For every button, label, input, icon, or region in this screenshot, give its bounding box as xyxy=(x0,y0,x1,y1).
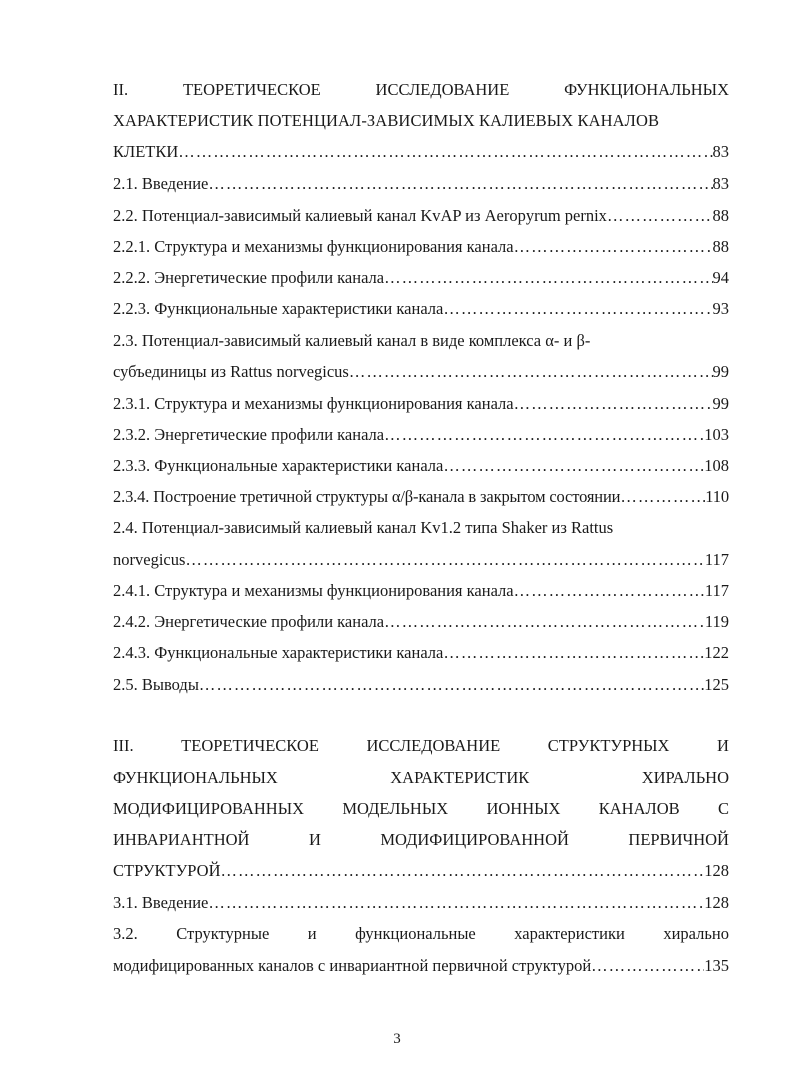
toc-page-number: 110 xyxy=(705,487,729,506)
toc-entry-title: СТРУКТУРОЙ xyxy=(113,861,221,880)
toc-entry[interactable] xyxy=(113,580,729,602)
toc-page-number: 88 xyxy=(712,237,729,256)
toc-entry[interactable] xyxy=(113,267,729,289)
heading-word: МОДИФИЦИРОВАННОЙ xyxy=(380,830,569,849)
dot-leader xyxy=(514,393,713,415)
toc-page-number: 94 xyxy=(712,268,729,287)
toc-entry[interactable] xyxy=(113,642,729,664)
toc-entry[interactable] xyxy=(113,455,729,477)
heading-word: ИССЛЕДОВАНИЕ xyxy=(375,80,510,99)
toc-page-number: 88 xyxy=(712,206,729,225)
toc-entry-title: 2.3.3. Функциональные характеристики канала xyxy=(113,456,444,475)
toc-entry-title: 3.1. Введение xyxy=(113,893,209,912)
dot-leader xyxy=(384,267,712,289)
heading-word: III. xyxy=(113,736,134,755)
heading-word: ИНВАРИАНТНОЙ xyxy=(113,830,250,849)
heading-word: ХИРАЛЬНО xyxy=(641,768,729,787)
toc-entry-title: 2.2.1. Структура и механизмы функционирования канала xyxy=(113,237,514,256)
dot-leader xyxy=(607,205,713,227)
toc-entry-title: 2.3.4. Построение третичной структуры α/β-канала в закрытом состоянии xyxy=(113,487,621,506)
entry-word: характеристики xyxy=(514,924,625,943)
section-2-heading-line-2: ХАРАКТЕРИСТИК ПОТЕНЦИАЛ-ЗАВИСИМЫХ КАЛИЕВЫХ КАНАЛОВ xyxy=(113,111,660,130)
toc-entry-3-2-line-1[interactable] xyxy=(113,923,729,945)
dot-leader xyxy=(443,642,704,664)
section-2-heading-line-1 xyxy=(113,79,729,101)
toc-entry-2-3-line-2[interactable] xyxy=(113,361,729,383)
dot-leader xyxy=(349,361,713,383)
toc-entry-2-4-line-1[interactable]: 2.4. Потенциал-зависимый калиевый канал Kv1.2 типа Shaker из Rattus xyxy=(113,518,614,537)
heading-word: ТЕОРЕТИЧЕСКОЕ xyxy=(181,736,319,755)
toc-entry-section-2[interactable] xyxy=(113,141,729,163)
toc-page-number: 99 xyxy=(712,394,729,413)
section-3-heading-line-2 xyxy=(113,767,729,789)
toc-entry-title: 2.1. Введение xyxy=(113,174,209,193)
toc-entry-3-2-line-2[interactable] xyxy=(113,955,729,977)
toc-entry-title: 2.4.1. Структура и механизмы функционирования канала xyxy=(113,581,514,600)
heading-word: ИССЛЕДОВАНИЕ xyxy=(366,736,501,755)
dot-leader xyxy=(384,611,705,633)
heading-word: ИОННЫХ xyxy=(486,799,561,818)
toc-page-number: 83 xyxy=(712,174,729,193)
dot-leader xyxy=(591,955,704,977)
heading-word: ХАРАКТЕРИСТИК xyxy=(390,768,530,787)
dot-leader xyxy=(514,580,705,602)
toc-entry-title: 2.3.2. Энергетические профили канала xyxy=(113,425,385,444)
toc-page-number: 117 xyxy=(704,581,729,600)
heading-word: КАНАЛОВ xyxy=(598,799,680,818)
toc-page-number: 128 xyxy=(704,861,729,880)
heading-word: II. xyxy=(113,80,129,99)
entry-word: Структурные xyxy=(176,924,270,943)
toc-page-number: 103 xyxy=(704,425,729,444)
dot-leader xyxy=(384,424,704,446)
dot-leader xyxy=(199,674,704,696)
heading-word: СТРУКТУРНЫХ xyxy=(547,736,670,755)
toc-entry[interactable] xyxy=(113,611,729,633)
dot-leader xyxy=(514,236,713,258)
heading-word: С xyxy=(717,799,729,818)
heading-word: ФУНКЦИОНАЛЬНЫХ xyxy=(113,768,278,787)
dot-leader xyxy=(221,860,705,882)
toc-entry-title: 2.3.1. Структура и механизмы функционирования канала xyxy=(113,394,514,413)
toc-entry[interactable] xyxy=(113,236,729,258)
toc-entry-title: norvegicus xyxy=(113,550,186,569)
section-3-heading-line-1 xyxy=(113,735,729,757)
entry-word: 3.2. xyxy=(113,924,138,943)
heading-word: МОДИФИЦИРОВАННЫХ xyxy=(113,799,305,818)
toc-page-number: 83 xyxy=(712,142,729,161)
heading-word: ПЕРВИЧНОЙ xyxy=(628,830,729,849)
toc-entry-title: КЛЕТКИ xyxy=(113,142,179,161)
dot-leader xyxy=(208,173,712,195)
dot-leader xyxy=(178,141,712,163)
dot-leader xyxy=(185,549,704,571)
toc-page-number: 128 xyxy=(704,893,729,912)
toc-page-number: 135 xyxy=(704,956,729,975)
dot-leader xyxy=(208,892,704,914)
toc-entry-title: 2.2.2. Энергетические профили канала xyxy=(113,268,385,287)
toc-entry[interactable] xyxy=(113,674,729,696)
heading-word: ТЕОРЕТИЧЕСКОЕ xyxy=(182,80,321,99)
toc-page-number: 93 xyxy=(712,299,729,318)
heading-word: И xyxy=(717,736,729,755)
toc-page-number: 117 xyxy=(704,550,729,569)
toc-page-number: 119 xyxy=(704,612,729,631)
toc-entry[interactable] xyxy=(113,205,729,227)
toc-entry-title: 2.2. Потенциал-зависимый калиевый канал KvAP из Aeropyrum pernix xyxy=(113,206,607,225)
toc-entry[interactable] xyxy=(113,173,729,195)
heading-word: МОДЕЛЬНЫХ xyxy=(342,799,449,818)
page-number: 3 xyxy=(393,1031,401,1047)
toc-entry-title: субъединицы из Rattus norvegicus xyxy=(113,362,349,381)
heading-word: И xyxy=(308,830,321,849)
dot-leader xyxy=(443,455,704,477)
toc-entry-2-3-line-1[interactable]: 2.3. Потенциал-зависимый калиевый канал в виде комплекса α- и β- xyxy=(113,331,591,350)
toc-entry-title: модифицированных каналов с инвариантной первичной структурой xyxy=(113,956,592,975)
toc-entry-title: 2.2.3. Функциональные характеристики канала xyxy=(113,299,444,318)
heading-word: ФУНКЦИОНАЛЬНЫХ xyxy=(564,80,729,99)
toc-entry[interactable] xyxy=(113,424,729,446)
entry-word: функциональные xyxy=(355,924,476,943)
toc-page-number: 122 xyxy=(704,643,729,662)
toc-page-number: 108 xyxy=(704,456,729,475)
toc-entry-section-3[interactable] xyxy=(113,860,729,882)
toc-page-number: 99 xyxy=(712,362,729,381)
toc-entry-2-4-line-2[interactable] xyxy=(113,549,729,571)
toc-entry-title: 2.5. Выводы xyxy=(113,675,199,694)
section-3-heading-line-4 xyxy=(113,829,729,851)
dot-leader xyxy=(443,298,712,320)
toc-page-number: 125 xyxy=(704,675,729,694)
entry-word: и xyxy=(307,924,317,943)
toc-entry[interactable] xyxy=(113,892,729,914)
toc-entry-title: 2.4.2. Энергетические профили канала xyxy=(113,612,385,631)
toc-entry-title: 2.4.3. Функциональные характеристики канала xyxy=(113,643,444,662)
toc-entry[interactable] xyxy=(113,393,729,415)
dot-leader xyxy=(620,486,705,508)
toc-entry[interactable] xyxy=(113,486,729,508)
entry-word: хирально xyxy=(663,924,729,943)
section-3-heading-line-3 xyxy=(113,798,729,820)
toc-entry[interactable] xyxy=(113,298,729,320)
